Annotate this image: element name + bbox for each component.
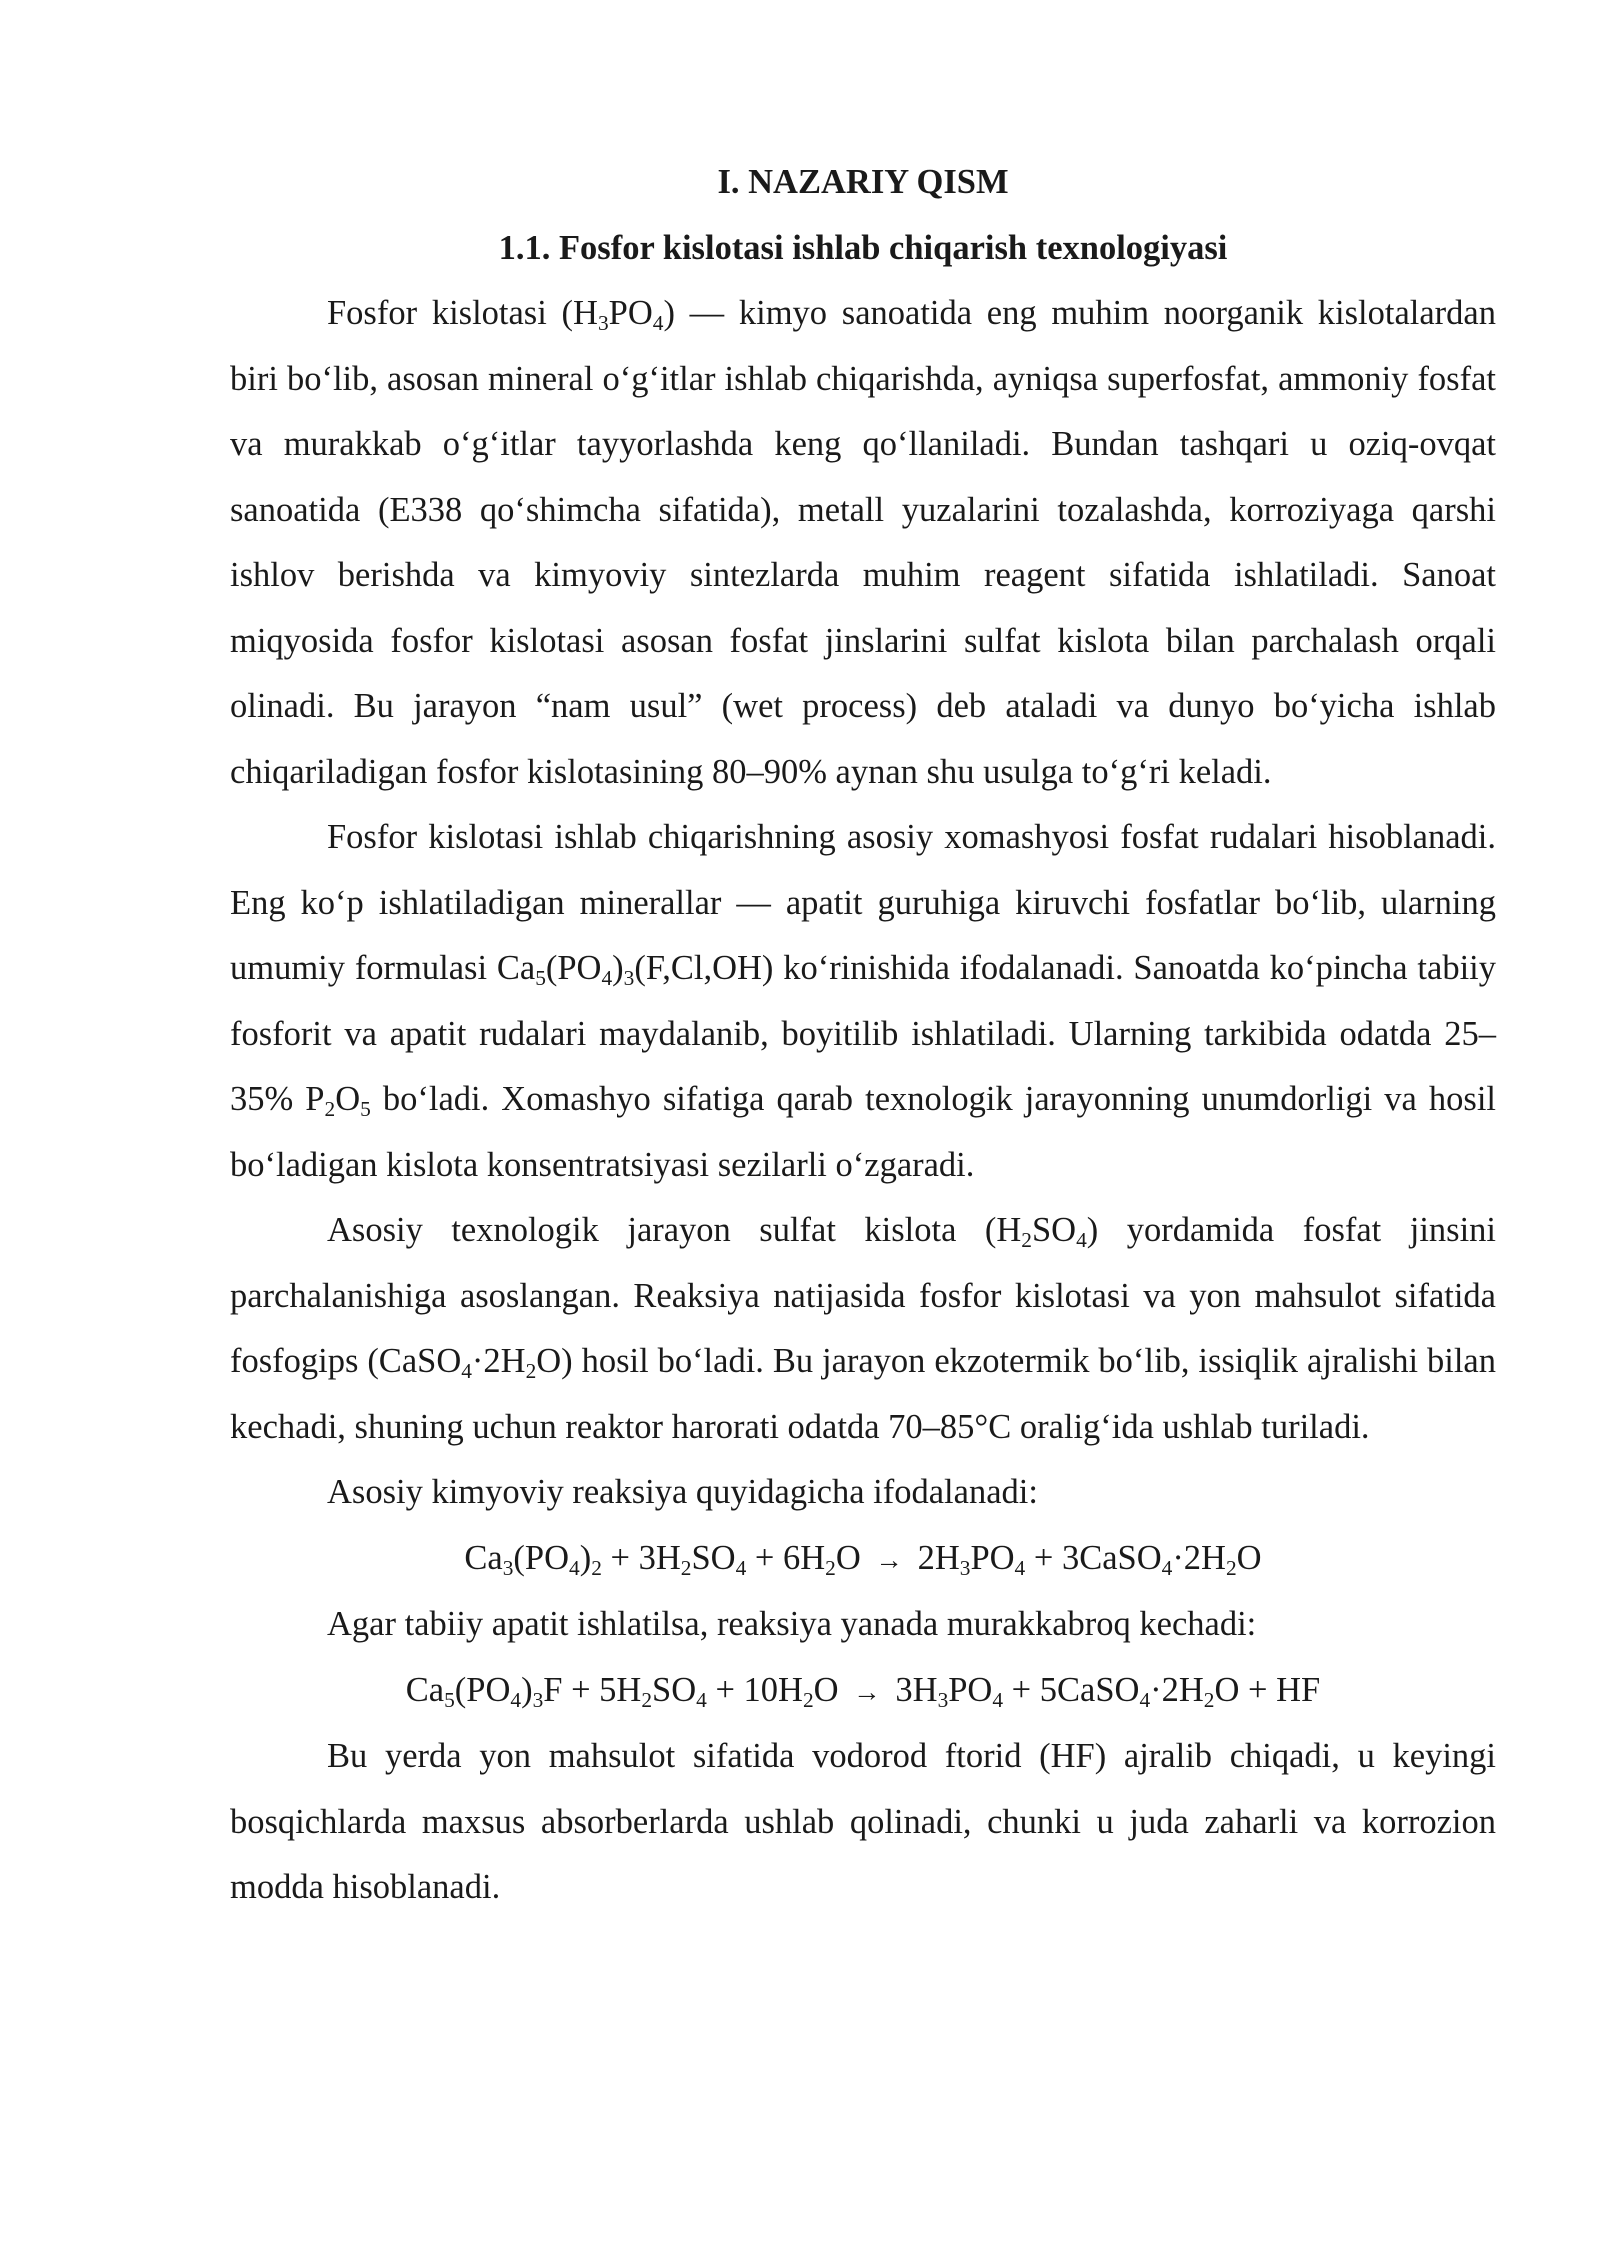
paragraph-reaction-intro: Asosiy kimyoviy reaksiya quyidagicha ifodalanadi:	[327, 1473, 1038, 1511]
reaction-arrow-icon: →	[853, 1675, 881, 1707]
subsection-heading: 1.1. Fosfor kislotasi ishlab chiqarish texnologiyasi	[498, 228, 1228, 267]
reaction-arrow-icon: →	[875, 1543, 903, 1575]
equation-apatite-reaction: $Ca_5(PO_4)_3F + 5H_2SO_4 + 10H_2O \to 3H_3PO_4$ + $5CaSO_4\cdot 2H_2O$ + HF	[405, 1670, 1321, 1712]
paragraph-process: Asosiy texnologik jarayon sulfat kislota $(H_2SO_4)$ yordamida fosfat jinsini parchalanishiga asoslangan. Reaksiya natijasida fosfor kislotasi va yon mahsulot sifatida fosfogips $(CaSO_4\cdot 2H_2O)$ hosil bo‘ladi. Bu jarayon ekzotermik bo‘lib, issiqlik ajralishi bilan kechadi, shuning uchun reaktor harorati odatda 70–85°C oralig‘ida ushlab turiladi.	[230, 1211, 1496, 1446]
paragraph-apatite-intro: Agar tabiiy apatit ishlatilsa, reaksiya yanada murakkabroq kechadi:	[327, 1605, 1257, 1643]
paragraph-intro: Fosfor kislotasi $(H_3PO_4)$ — kimyo sanoatida eng muhim noorganik kislotalardan biri bo‘lib, asosan mineral o‘g‘itlar ishlab chiqarishda, ayniqsa superfosfat, ammoniy fosfat va murakkab o‘g‘itlar tayyorlashda keng qo‘llaniladi. Bundan tashqari u oziq-ovqat sanoatida (E338 qo‘shimcha sifatida), metall yuzalarini tozalashda, korroziyaga qarshi ishlov berishda va kimyoviy sintezlarda muhim reagent sifatida ishlatiladi. Sanoat miqyosida fosfor kislotasi asosan fosfat jinslarini sulfat kislota bilan parchalash orqali olinadi. Bu jarayon “nam usul” (wet process) deb ataladi va dunyo bo‘yicha ishlab chiqariladigan fosfor kislotasining 80–90% aynan shu usulga to‘g‘ri keladi.	[230, 294, 1496, 791]
paragraph-raw-materials: Fosfor kislotasi ishlab chiqarishning asosiy xomashyosi fosfat rudalari hisoblanadi. Eng ko‘p ishlatiladigan minerallar — apatit guruhiga kiruvchi fosfatlar bo‘lib, ularning umumiy formulasi $Ca_5(PO_4)_3(F,Cl,OH)$ ko‘rinishida ifodalanadi. Sanoatda ko‘pincha tabiiy fosforit va apatit rudalari maydalanib, boyitilib ishlatiladi. Ularning tarkibida odatda 25–35% $P_2O_5$ bo‘ladi. Xomashyo sifatiga qarab texnologik jarayonning unumdorligi va hosil bo‘ladigan kislota konsentratsiyasi sezilarli o‘zgaradi.	[230, 818, 1496, 1184]
section-heading: I. NAZARIY QISM	[717, 163, 1009, 201]
paragraph-hf-byproduct: Bu yerda yon mahsulot sifatida vodorod ftorid (HF) ajralib chiqadi, u keyingi bosqichlarda maxsus absorberlarda ushlab qolinadi, chunki u juda zaharli va korrozion modda hisoblanadi.	[230, 1737, 1496, 1906]
equation-main-reaction: $Ca_3(PO_4)_2 + 3H_2SO_4 + 6H_2O \to 2H_3PO_4$ + $3CaSO_4\cdot 2H_2O$	[464, 1538, 1262, 1580]
